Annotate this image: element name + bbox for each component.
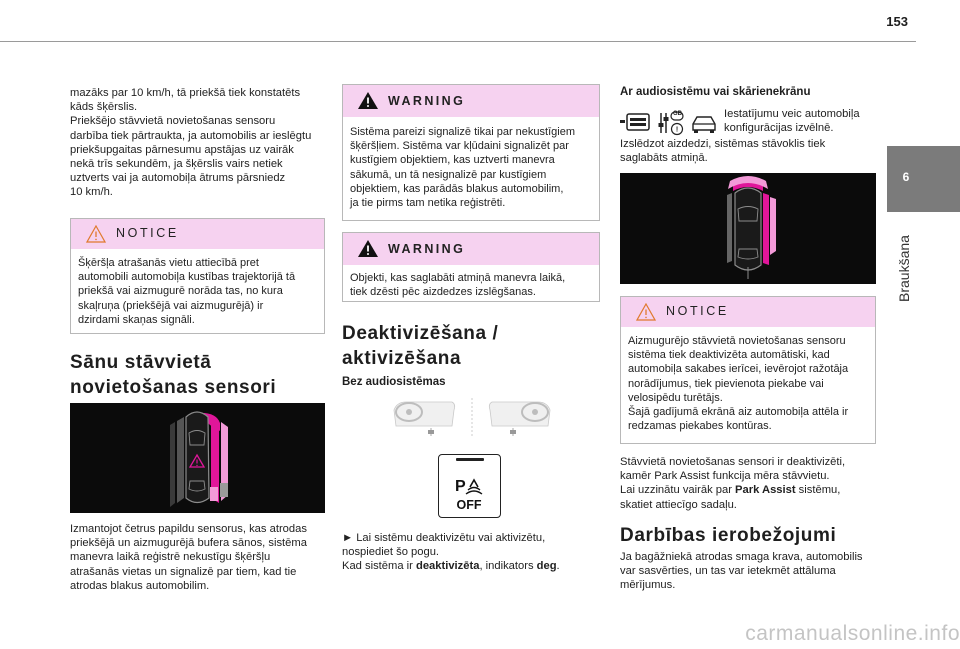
text-line: objektiem, kas parādās blakus automobilim, xyxy=(350,182,564,195)
text-line xyxy=(342,531,560,545)
text-line: uztverts vai ja automobiļa ātrums pārsniedz xyxy=(70,172,286,185)
limits-paragraph xyxy=(620,550,863,593)
text-line: atrašanās vietas un signalizē par tiem, kad tie xyxy=(70,565,297,578)
text-line: skaļruņa (priekšējā vai aizmugurējā) ir xyxy=(78,299,264,312)
warning-title: WARNING xyxy=(388,242,466,256)
parking-sensor-icon xyxy=(455,475,485,497)
rear-sensors-display-image xyxy=(620,173,876,284)
section-heading xyxy=(342,322,498,370)
text-line: Ja bagāžniekā atrodas smaga krava, automobilis xyxy=(620,551,863,563)
notice-title: NOTICE xyxy=(666,304,729,318)
text-line: Priekšējo stāvvietā novietošanas sensoru xyxy=(70,115,276,128)
text-line: tiek dzēsti pēc aizdedzes izslēgšanas. xyxy=(350,286,536,299)
inline-bold: deaktivizēta xyxy=(416,560,480,573)
inline-text: , indikators xyxy=(479,560,537,573)
text-line: darbība tiek pārtraukta, ja automobilis ar ieslēgtu xyxy=(70,129,312,142)
warning-header xyxy=(343,85,599,117)
indicator-led xyxy=(456,458,484,461)
text-line: Izmantojot četrus papildu sensorus, kas atrodas xyxy=(70,523,307,535)
inline-text: Kad sistēma ir xyxy=(342,560,416,573)
subheading-no-audio: Bez audiosistēmas xyxy=(342,376,446,388)
text-line: Šķēršļa atrašanās vietu attiecībā pret xyxy=(78,257,259,269)
touchscreen-icon xyxy=(620,114,649,130)
text-line: var sasvērties, un tas var ietekmēt attāluma xyxy=(620,565,836,578)
park-assist-link[interactable]: Park Assist xyxy=(735,484,796,497)
inline-text: . xyxy=(556,560,560,573)
side-sensors-paragraph xyxy=(70,522,307,593)
bullet-marker: ► xyxy=(342,532,354,544)
vehicle-icon xyxy=(693,117,715,133)
notice-body xyxy=(78,256,318,327)
text-line xyxy=(342,559,560,573)
text-line: kamēr Park Assist funkcija mēra stāvvietu. xyxy=(620,470,830,483)
text-line: Sistēma pareizi signalizē tikai par nekustīgiem xyxy=(350,126,575,138)
text-line: Iestatījumu veic automobiļa xyxy=(724,108,860,120)
warning-box-2 xyxy=(342,232,600,302)
svg-text:P: P xyxy=(455,478,466,495)
memory-paragraph xyxy=(620,137,825,165)
text-line: redzamas piekabes kontūras. xyxy=(628,420,772,433)
notice-header xyxy=(621,297,875,327)
instruction-text: Lai sistēmu deaktivizētu vai aktivizētu, xyxy=(356,532,546,544)
page-number: 153 xyxy=(886,14,908,29)
park-sensors-off-button[interactable] xyxy=(438,454,501,518)
instruction-paragraph xyxy=(342,531,560,574)
text-line: 10 km/h. xyxy=(70,186,113,199)
heading-line: Sānu stāvvietā xyxy=(70,352,212,373)
text-line: velosipēdu turētājs. xyxy=(628,391,723,404)
config-menu-text xyxy=(724,107,860,135)
text-line: automobiļa sakabes ierīcei, ievērojot ražotāja xyxy=(628,363,849,376)
warning-triangle-icon xyxy=(636,303,656,321)
text-line: manevra laikā reģistrē nekustīgu šķēršļu xyxy=(70,551,271,564)
warning-triangle-icon xyxy=(86,225,106,243)
config-menu-icons xyxy=(620,110,720,136)
notice-header xyxy=(71,219,324,249)
chapter-title-text: Braukšana xyxy=(896,235,912,302)
text-line: automobili automobiļa kustības trajektorijā tā xyxy=(78,271,296,284)
text-line xyxy=(620,483,845,497)
heading-line: novietošanas sensori xyxy=(70,377,277,398)
text-line: nekā trīs sekundēm, ja šķērslis vairs netiek xyxy=(70,158,283,171)
text-line: sākumā, un tā nesignalizē par kustīgiem xyxy=(350,168,547,181)
svg-text:!: ! xyxy=(675,126,679,134)
text-line: Šajā gadījumā ekrānā aiz automobiļa attēla ir xyxy=(628,406,849,419)
park-assist-paragraph xyxy=(620,455,845,512)
text-line: atrodas blakus automobilim. xyxy=(70,579,210,592)
section-heading xyxy=(70,351,276,399)
text-line: priekšā vai aizmugurē norāda tas, no kura xyxy=(78,285,283,298)
text-line: mērījumus. xyxy=(620,579,676,592)
notice-title: NOTICE xyxy=(116,226,179,240)
text-line: Aizmugurējo stāvvietā novietošanas sensoru xyxy=(628,335,846,347)
chapter-number: 6 xyxy=(902,170,910,184)
inline-bold: deg xyxy=(536,560,557,573)
text-line: priekšējā un aizmugurējā bufera sānos, sistēma xyxy=(70,537,307,550)
text-line: Objekti, kas saglabāti atmiņā manevra laikā, xyxy=(350,272,566,284)
text-line: Stāvvietā novietošanas sensori ir deaktivizēti, xyxy=(620,456,846,468)
language-icon-label: GB xyxy=(673,111,682,117)
text-line: skatiet attiecīgo sadaļu. xyxy=(620,498,737,511)
warning-title: WARNING xyxy=(388,94,466,108)
text-line: kustīgiem objektiem, kas uztverti manevra xyxy=(350,154,555,167)
heading-line: Deaktivizēšana / xyxy=(342,323,499,344)
chapter-title xyxy=(890,218,920,318)
side-sensors-display-image xyxy=(70,403,325,513)
warning-box-1 xyxy=(342,84,600,221)
text-line: mazāks par 10 km/h, tā priekšā tiek konstatēts xyxy=(70,87,301,99)
text-line: kāds šķērslis. xyxy=(70,101,138,114)
text-line: ja tie pirms tam netika reģistrēti. xyxy=(350,197,506,210)
notice-box xyxy=(620,296,876,444)
text-line: dzirdami skaņas signāli. xyxy=(78,313,195,326)
text-line: nospiediet šo pogu. xyxy=(342,546,440,559)
text-line: Izslēdzot aizdedzi, sistēmas stāvoklis tiek xyxy=(620,138,826,150)
chapter-tab[interactable] xyxy=(887,146,960,212)
off-label: OFF xyxy=(456,498,482,512)
inline-text: Lai uzzinātu vairāk par xyxy=(620,484,736,497)
text-line: saglabāts atmiņā. xyxy=(620,152,708,165)
warning-body xyxy=(350,125,593,210)
text-line: sistēma tiek deaktivizēta automātiski, kad xyxy=(628,349,830,362)
inline-text: sistēmu, xyxy=(795,484,841,497)
notice-body xyxy=(628,334,869,433)
warning-triangle-icon xyxy=(357,91,379,110)
heading-line: aktivizēšana xyxy=(342,348,462,369)
text-line: konfigurācijas izvēlnē. xyxy=(724,122,834,135)
subheading-audio: Ar audiosistēmu vai skārienekrānu xyxy=(620,86,811,98)
text-line: šķēršļiem. Sistēma var kļūdaini signalizēt par xyxy=(350,140,569,153)
dashboard-location-illustration xyxy=(392,396,552,440)
warning-body xyxy=(350,271,593,299)
warning-triangle-icon xyxy=(357,239,379,258)
notice-box xyxy=(70,218,325,334)
text-line: norādījumus, tiek pievienota piekabe vai xyxy=(628,377,824,390)
warning-header xyxy=(343,233,599,265)
header-rule xyxy=(0,41,916,42)
text-line: priekšupgaitas pārnesumu apstājas uz vairāk xyxy=(70,143,294,156)
intro-paragraph xyxy=(70,86,311,200)
section-heading-limits: Darbības ierobežojumi xyxy=(620,525,837,546)
watermark: carmanualsonline.info xyxy=(745,622,960,645)
